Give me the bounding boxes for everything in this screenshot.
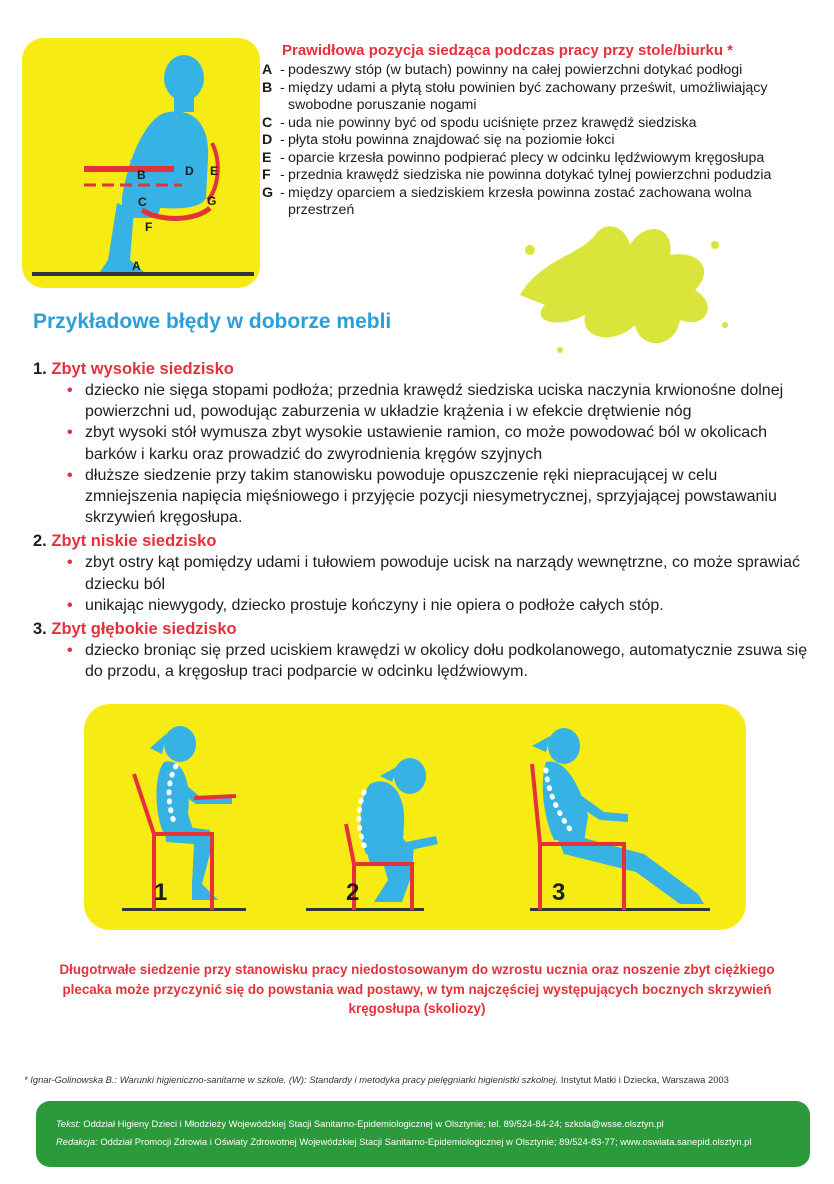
furniture-errors-list [33,356,813,682]
error-title: Zbyt niskie siedzisko [51,532,217,551]
label-f: F [145,220,153,234]
error-2-bullets [33,552,813,616]
rule-a: A - podeszwy stóp (w butach) powinny na całej powierzchni dotykać podłogi [262,62,812,80]
rule-letter: G [262,184,274,201]
rule-letter: F [262,167,271,183]
paint-splash [500,200,740,370]
rule-d: D - płyta stołu powinna znajdować się na poziomie łokci [262,132,812,150]
list-item: • unikając niewygody, dziecko prostuje kończyny i nie opiera o podłoże całych stóp. [67,595,813,616]
rule-letter: E [262,149,272,166]
list-item: • dziecko nie sięga stopami podłoża; przednia krawędź siedziska uciska naczynia krwionośne dolnej powierzchni ud, powodując zaburzenia w układzie krążenia i w efekcie drętwienie nóg [67,380,813,422]
rule-c: C - uda nie powinny być od spodu uciśnięte przez krawędź siedziska [262,115,812,133]
error-heading-1 [33,358,813,380]
label-g: G [207,194,217,208]
error-heading-3 [33,618,813,640]
list-item: • zbyt ostry kąt pomiędzy udami i tułowiem powoduje ucisk na narządy wewnętrzne, co może sprawiać dziecku ból [67,552,813,594]
error-title: Zbyt głębokie siedzisko [51,620,237,639]
rule-e: E - oparcie krzesła powinno podpierać plecy w odcinku lędźwiowym kręgosłupa [262,150,812,168]
rule-text: podeszwy stóp (w butach) powinny na całej powierzchni dotykać podłogi [288,62,743,78]
list-item: • dziecko broniąc się przed uciskiem krawędzi w okolicy dołu podkolanowego, automatycznie zsuwa się do przodu, a kręgosłup traci podparcie w odcinku lędźwiowym. [67,640,813,682]
footer-line-text [56,1115,810,1133]
footnote-publisher: Instytut Matki i Dziecka, Warszawa 2003 [560,1074,729,1085]
error-number: 1. [33,360,47,378]
rule-f: F - przednia krawędź siedziska nie powinna dotykać tylnej powierzchni podudzia [262,167,812,185]
rule-text: przednia krawędź siedziska nie powinna dotykać tylnej powierzchni podudzia [288,167,772,183]
label-a: A [132,259,141,273]
footer-label: Redakcja: [56,1136,98,1147]
label-d: D [185,164,194,178]
footnote [24,1074,729,1085]
rules-title: Prawidłowa pozycja siedząca podczas pracy przy stole/biurku * [282,42,733,59]
list-item: • zbyt wysoki stół wymusza zbyt wysokie ustawienie ramion, co może powodować ból w okolicach barków i karku oraz prowadzić do zwyrodnienia kręgów szyjnych [67,422,813,464]
rule-text: między oparciem a siedziskiem krzesła powinna zostać zachowana wolna przestrzeń [288,184,752,218]
rule-g: G - między oparciem a siedziskiem krzesła powinna zostać zachowana wolna przestrzeń [262,185,812,220]
error-number: 3. [33,620,47,639]
label-b: B [137,168,146,182]
label-c: C [138,195,147,209]
rule-b: B - między udami a płytą stołu powinien być zachowany prześwit, umożliwiający swobodne poruszanie nogami [262,80,812,115]
wrong-postures-illustration [84,704,746,930]
rule-text: między udami a płytą stołu powinien być zachowany prześwit, umożliwiający swobodne poruszanie nogami [288,79,768,113]
list-item: • dłuższe siedzenie przy takim stanowisku powoduje opuszczenie ręki niepracującej w celu zmniejszenia napięcia mięśniowego i przyjęcie pozycji niesymetrycznej, sprzyjającej powstawaniu skrzywień kręgosłupa. [67,465,813,529]
footer-text: Oddział Higieny Dzieci i Młodzieży Wojewódzkiej Stacji Sanitarno-Epidemiologicznej w Olsztynie; tel. 89/524-84-24; szkola@wsse.olsztyn.pl [83,1118,664,1129]
posture-number-3: 3 [552,879,566,906]
error-3-bullets [33,640,813,682]
section-title: Przykładowe błędy w doborze mebli [33,310,392,333]
error-1-bullets [33,380,813,528]
rule-text: uda nie powinny być od spodu uciśnięte przez krawędź siedziska [288,114,697,131]
correct-posture-illustration [22,38,260,288]
error-heading-2 [33,530,813,552]
rule-letter: C [262,114,273,131]
error-number: 2. [33,532,47,551]
footer-text: Oddział Promocji Zdrowia i Oświaty Zdrowotnej Wojewódzkiej Stacji Sanitarno-Epidemiologicznej w Olsztynie; 89/524-83-77; www.oswiata.sanepid.olsztyn.pl [100,1136,752,1147]
rule-letter: A [262,62,273,78]
rule-text: oparcie krzesła powinno podpierać plecy w odcinku lędźwiowym kręgosłupa [288,149,765,166]
footnote-star: * [24,1074,28,1085]
correct-posture-rules [262,42,812,220]
footer-label: Tekst: [56,1118,81,1129]
label-e: E [210,164,219,178]
posture-number-2: 2 [346,879,360,906]
posture-number-1: 1 [154,879,168,906]
rule-text: płyta stołu powinna znajdować się na poziomie łokci [288,132,615,148]
error-title: Zbyt wysokie siedzisko [51,360,234,378]
rule-letter: D [262,132,273,148]
posture-warning: Długotrwałe siedzenie przy stanowisku pracy niedostosowanym do wzrostu ucznia oraz noszenie zbyt ciężkiego plecaka może przyczynić się do powstania wad postawy, w tym najczęściej występujących bocznych skrzywień kręgosłupa (skoliozy) [59,962,775,1016]
footer-credits [36,1101,810,1167]
footer-line-editor [56,1133,810,1151]
rule-letter: B [262,79,273,96]
footnote-source: Ignar-Golinowska B.: Warunki higieniczno-sanitarne w szkole. (W): Standardy i metodyka pracy pielęgniarki higienistki szkolnej. [30,1074,559,1085]
